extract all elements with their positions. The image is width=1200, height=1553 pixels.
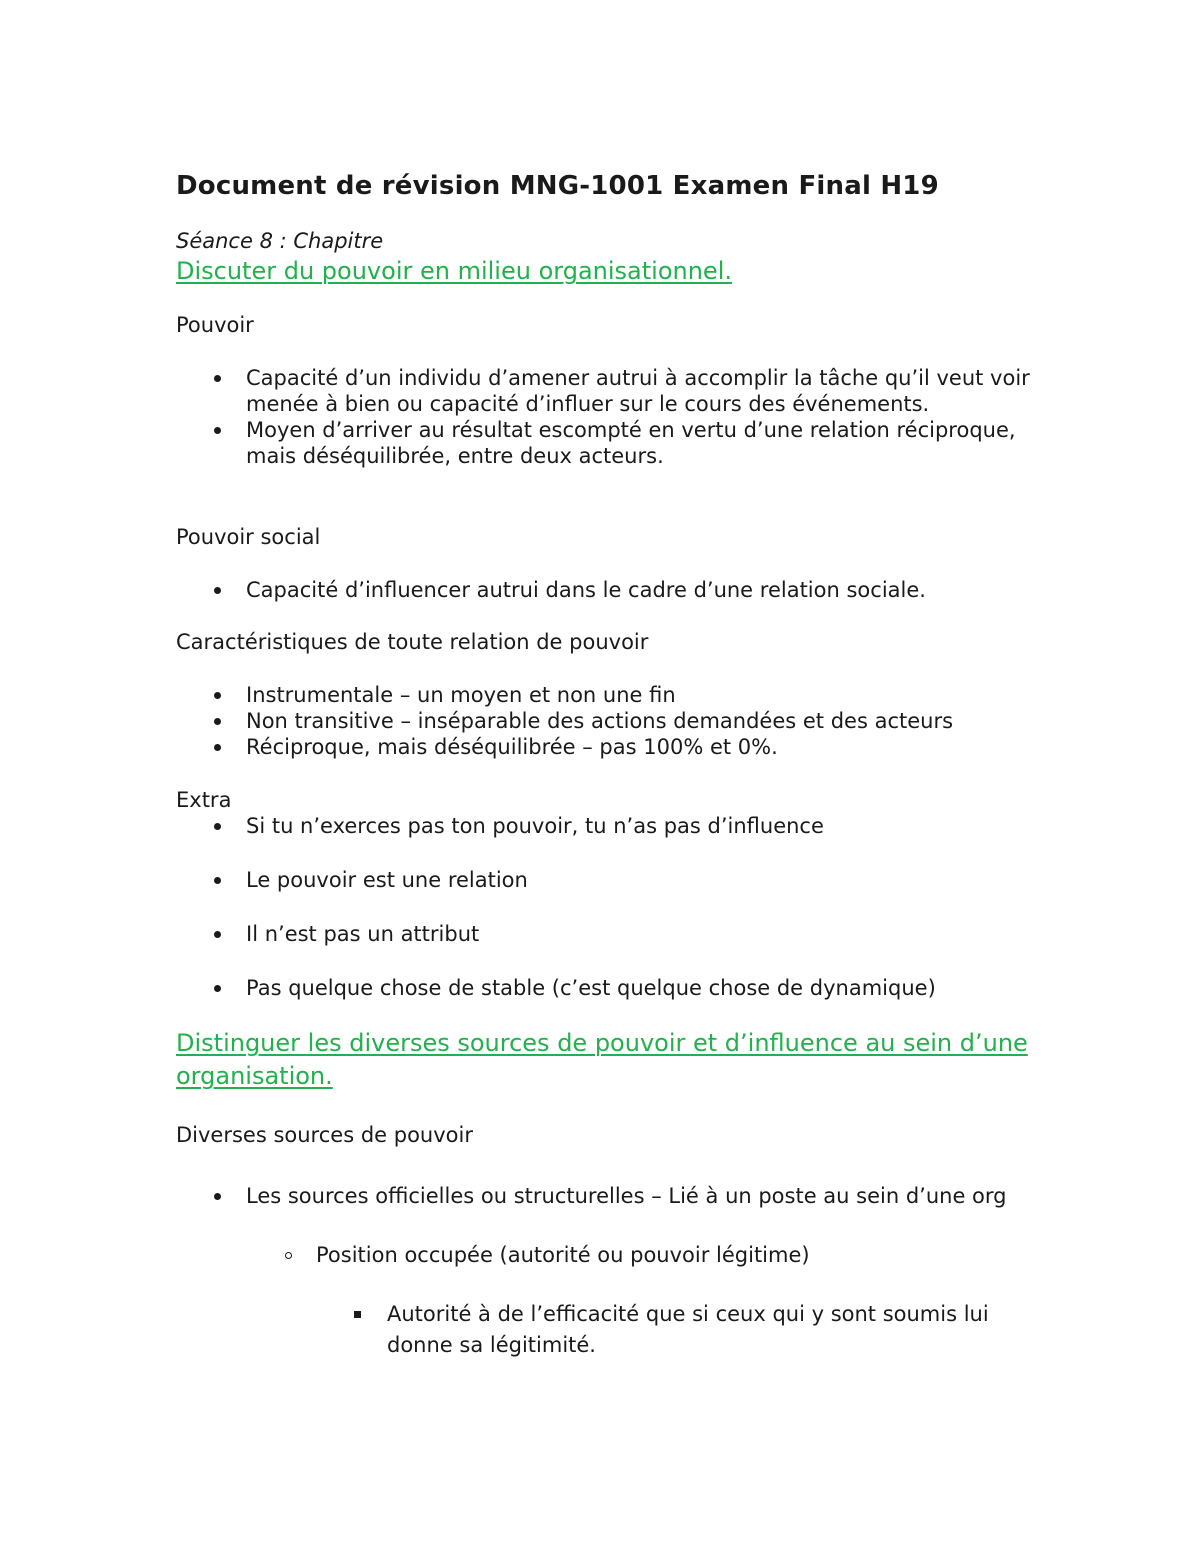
list-item: Pas quelque chose de stable (c’est quelque chose de dynamique) [176, 975, 1036, 1001]
list-item: Il n’est pas un attribut [176, 921, 1036, 947]
bullet-dot-icon [214, 1193, 221, 1200]
list-item: Moyen d’arriver au résultat escompté en vertu d’une relation réciproque, mais déséquilibrée, entre deux acteurs. [176, 417, 1036, 469]
list-pouvoir-social [176, 577, 1036, 603]
list-item: Réciproque, mais déséquilibrée – pas 100% et 0%. [176, 734, 1036, 760]
sub-list-item-text: Position occupée (autorité ou pouvoir légitime) [316, 1243, 810, 1267]
bullet-square-icon [354, 1311, 361, 1318]
label-pouvoir: Pouvoir [176, 313, 254, 337]
list-item-text: Les sources officielles ou structurelles – Lié à un poste au sein d’une org [246, 1184, 1007, 1208]
label-sources: Diverses sources de pouvoir [176, 1123, 473, 1147]
list-item: Instrumentale – un moyen et non une fin [176, 682, 1036, 708]
label-caracteristiques: Caractéristiques de toute relation de pouvoir [176, 630, 649, 654]
label-extra: Extra [176, 788, 232, 812]
list-extra [176, 813, 1036, 1029]
list-item: Capacité d’influencer autrui dans le cadre d’une relation sociale. [176, 577, 1036, 603]
sub-sub-list-item-text: Autorité à de l’efficacité que si ceux qui y sont soumis lui donne sa légitimité. [387, 1302, 989, 1357]
list-item: Capacité d’un individu d’amener autrui à accomplir la tâche qu’il veut voir menée à bien ou capacité d’influer sur le cours des événements. [176, 365, 1036, 417]
list-pouvoir [176, 365, 1036, 469]
sub-list-item [316, 1240, 810, 1270]
label-pouvoir-social: Pouvoir social [176, 525, 321, 549]
list-item: Le pouvoir est une relation [176, 867, 1036, 893]
seance-label: Séance 8 : Chapitre [176, 229, 384, 253]
section-heading-pouvoir: Discuter du pouvoir en milieu organisationnel. [176, 257, 732, 285]
sub-sub-list-item [387, 1299, 1027, 1361]
list-item: Si tu n’exerces pas ton pouvoir, tu n’as pas d’influence [176, 813, 1036, 839]
section-heading-sources: Distinguer les diverses sources de pouvoir et d’influence au sein d’une organisation. [176, 1029, 1028, 1090]
list-caracteristiques [176, 682, 1036, 760]
bullet-circle-icon [285, 1252, 292, 1259]
list-item-sources [176, 1181, 1036, 1211]
list-item: Non transitive – inséparable des actions demandées et des acteurs [176, 708, 1036, 734]
document-title: Document de révision MNG-1001 Examen Final H19 [176, 171, 939, 201]
